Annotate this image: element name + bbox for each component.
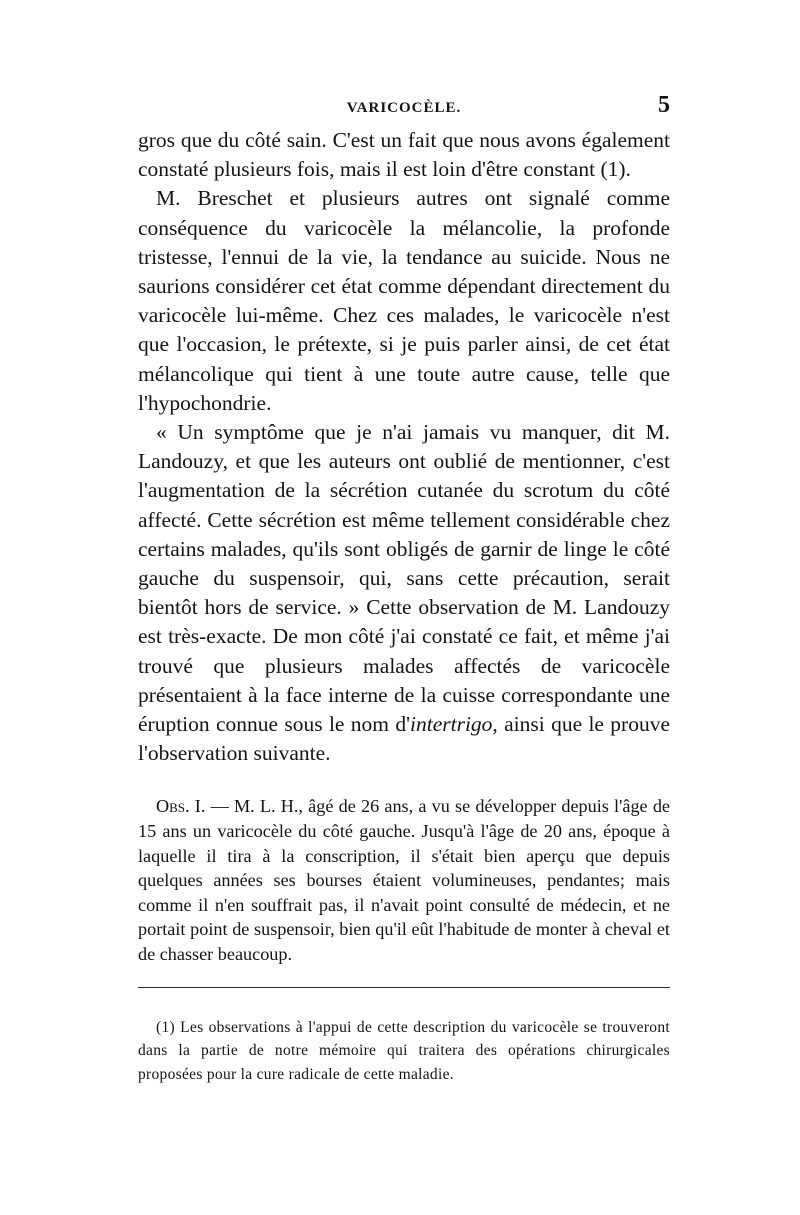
paragraph-landouzy bbox=[138, 418, 670, 768]
paragraph-landouzy-tail: , ainsi que le prouve l'observation suivante. bbox=[138, 712, 670, 766]
running-title: VARICOCÈLE. bbox=[346, 100, 462, 116]
observation-block bbox=[138, 794, 670, 966]
running-head bbox=[138, 92, 670, 126]
page-number: 5 bbox=[658, 92, 670, 118]
paragraph-continuation: gros que du côté sain. C'est un fait que nous avons également constaté plusieurs fois, mais il est loin d'être constant (1). bbox=[138, 128, 670, 182]
paragraph-landouzy-text: « Un symptôme que je n'ai jamais vu manquer, dit M. Landouzy, et que les auteurs ont oublié de mentionner, c'est l'augmentation de la sécrétion cutanée du scrotum du côté affecté. Cette sécrétion est même tellement considérable chez certains malades, qu'ils sont obligés de garnir de linge le côté gauche du suspensoir, qui, sans cette précaution, serait bientôt hors de service. » Cette observation de M. Landouzy est très-exacte. De mon côté j'ai constaté ce fait, et même j'ai trouvé que plusieurs malades affectés de varicocèle présentaient à la face interne de la cuisse correspondante une éruption connue sous le nom d' bbox=[138, 420, 670, 737]
paragraph-breschet: M. Breschet et plusieurs autres ont signalé comme conséquence du varicocèle la mélancolie, la profonde tristesse, l'ennui de la vie, la tendance au suicide. Nous ne saurions considérer cet état comme dépendant directement du varicocèle lui-même. Chez ces malades, le varicocèle n'est que l'occasion, le prétexte, si je puis parler ainsi, de cet état mélancolique qui tient à une toute autre cause, telle que l'hypochondrie. bbox=[138, 186, 670, 415]
footnote: (1) Les observations à l'appui de cette description du varicocèle se trouveront dans la partie de notre mémoire qui traitera des opérations chirurgicales proposées pour la cure radicale de cette maladie. bbox=[138, 1018, 670, 1084]
observation-text: — M. L. H., âgé de 26 ans, a vu se développer depuis l'âge de 15 ans un varicocèle du côté gauche. Jusqu'à l'âge de 20 ans, époque à laquelle il tira à la conscription, il s'était bien aperçu que depuis quelques années ses bourses étaient volumineuses, pendantes; mais comme il n'en souffrait pas, il n'avait point consulté de médecin, et ne portait point de suspensoir, bien qu'il eût l'habitude de monter à cheval et de chasser beaucoup. bbox=[138, 796, 670, 965]
book-page bbox=[138, 92, 670, 1087]
main-text bbox=[138, 126, 670, 768]
footnote-rule bbox=[138, 987, 670, 988]
observation-label: Obs. I. bbox=[156, 796, 206, 817]
italic-term-intertrigo: intertrigo bbox=[410, 712, 493, 737]
